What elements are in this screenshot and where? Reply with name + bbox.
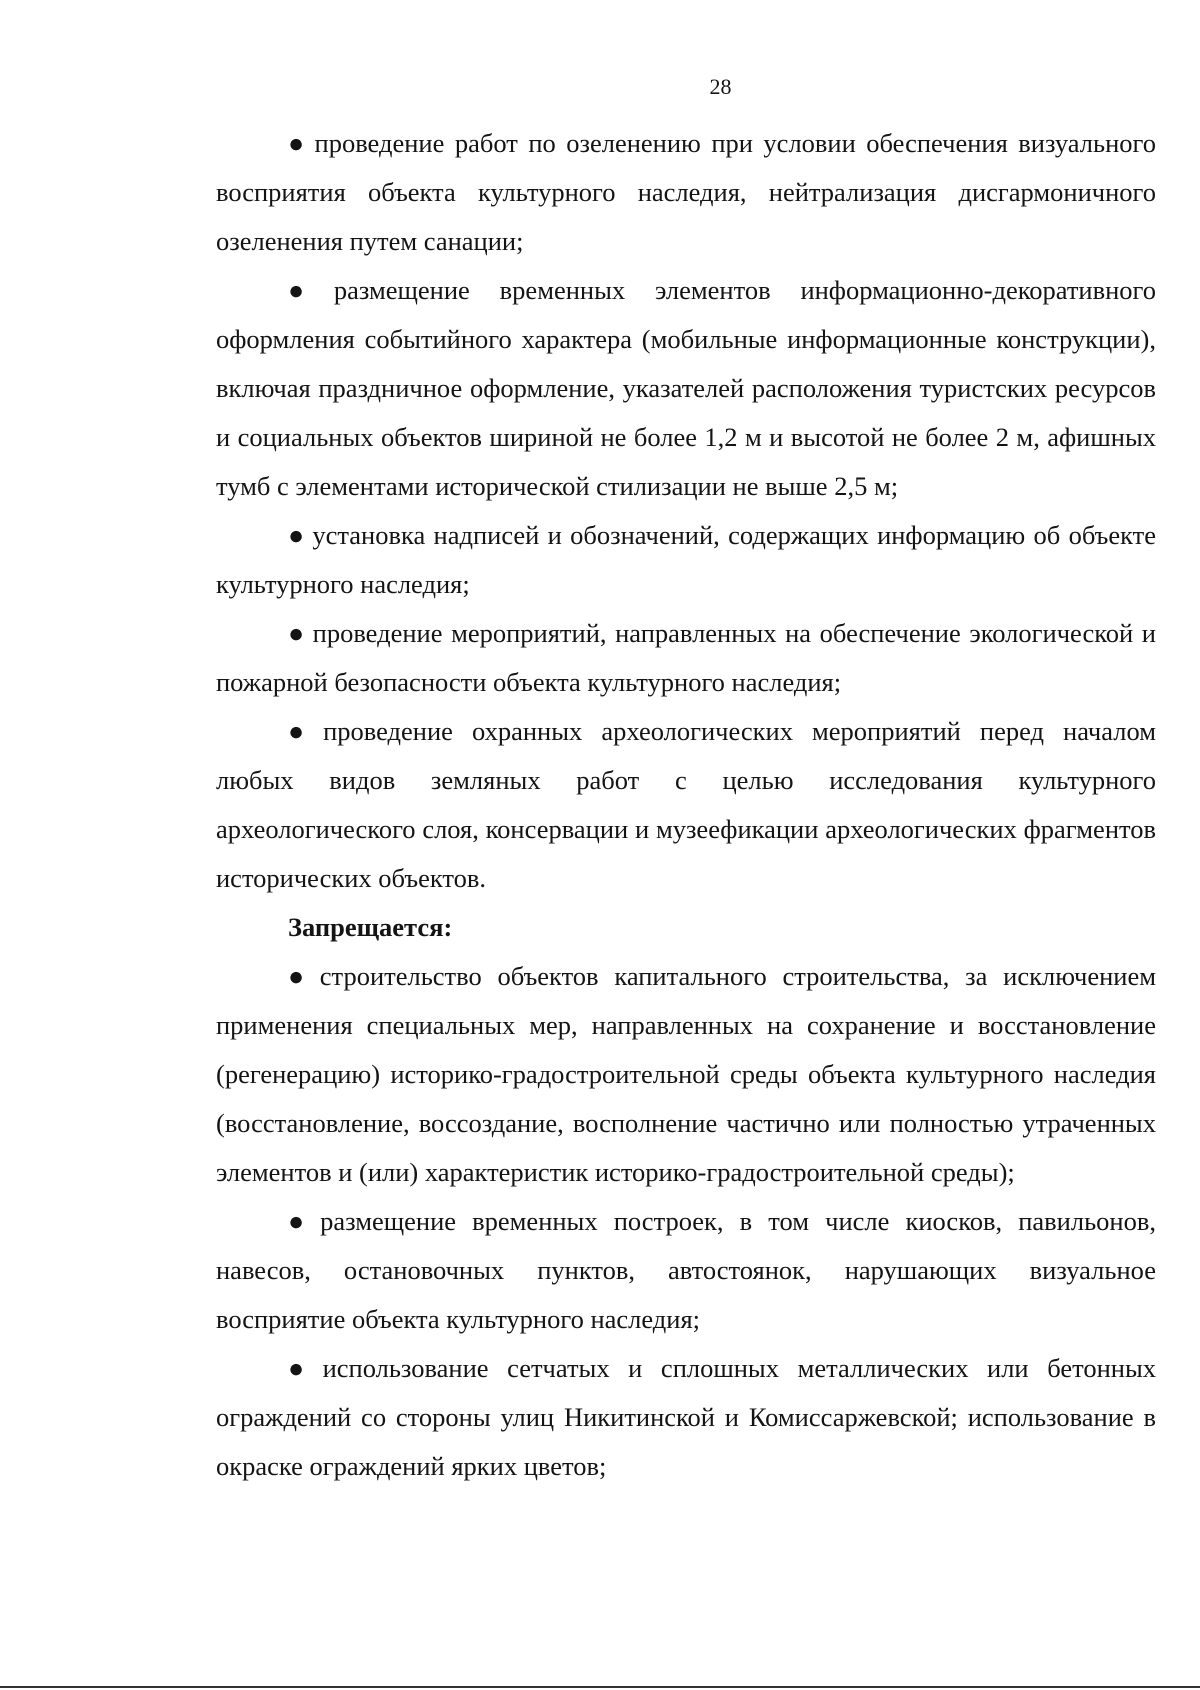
document-body bbox=[216, 119, 1156, 1491]
bullet-icon: ● bbox=[288, 128, 308, 158]
bullet-paragraph-6 bbox=[216, 952, 1156, 1197]
paragraph-text: использование сетчатых и сплошных металлических или бетонных ограждений со стороны улиц Никитинской и Комиссаржевской; использование в окраске ограждений ярких цветов; bbox=[216, 1353, 1156, 1481]
paragraph-text: проведение мероприятий, направленных на обеспечение экологической и пожарной безопасности объекта культурного наследия; bbox=[216, 618, 1156, 697]
bullet-paragraph-5 bbox=[216, 707, 1156, 903]
paragraph-text: строительство объектов капитального строительства, за исключением применения специальных мер, направленных на сохранение и восстановление (регенерацию) историко-градостроительной среды объекта культурного наследия (восстановление, воссоздание, восполнение частично или полностью утраченных элементов и (или) характеристик историко-градостроительной среды); bbox=[216, 961, 1156, 1187]
bullet-icon: ● bbox=[288, 275, 328, 305]
bullet-icon: ● bbox=[288, 618, 307, 648]
bullet-paragraph-1 bbox=[216, 119, 1156, 266]
paragraph-text: проведение работ по озеленению при условии обеспечения визуального восприятия объекта культурного наследия, нейтрализация дисгармоничного озеленения путем санации; bbox=[216, 128, 1156, 256]
bullet-paragraph-7 bbox=[216, 1197, 1156, 1344]
paragraph-text: размещение временных элементов информационно-декоративного оформления событийного характера (мобильные информационные конструкции), включая праздничное оформление, указателей расположения туристских ресурсов и социальных объектов шириной не более 1,2 м и высотой не более 2 м, афишных тумб с элементами исторической стилизации не выше 2,5 м; bbox=[216, 275, 1156, 501]
section-heading: Запрещается: bbox=[288, 912, 453, 942]
bullet-paragraph-8 bbox=[216, 1344, 1156, 1491]
paragraph-text: проведение охранных археологических мероприятий перед началом любых видов земляных работ с целью исследования культурного археологического слоя, консервации и музеефикации археологических фрагментов исторических объектов. bbox=[216, 716, 1156, 893]
bullet-icon: ● bbox=[288, 1353, 316, 1383]
bullet-icon: ● bbox=[288, 520, 306, 550]
bullet-paragraph-3 bbox=[216, 511, 1156, 609]
page-number: 28 bbox=[709, 74, 732, 99]
footer-divider bbox=[0, 1686, 1200, 1688]
bullet-icon: ● bbox=[288, 1206, 314, 1236]
bullet-icon: ● bbox=[288, 961, 314, 991]
bullet-paragraph-2 bbox=[216, 266, 1156, 511]
paragraph-text: размещение временных построек, в том числе киосков, павильонов, навесов, остановочных пунктов, автостоянок, нарушающих визуальное восприятие объекта культурного наследия; bbox=[216, 1206, 1156, 1334]
paragraph-text: установка надписей и обозначений, содержащих информацию об объекте культурного наследия; bbox=[216, 520, 1156, 599]
bullet-paragraph-4 bbox=[216, 609, 1156, 707]
bullet-icon: ● bbox=[288, 716, 317, 746]
